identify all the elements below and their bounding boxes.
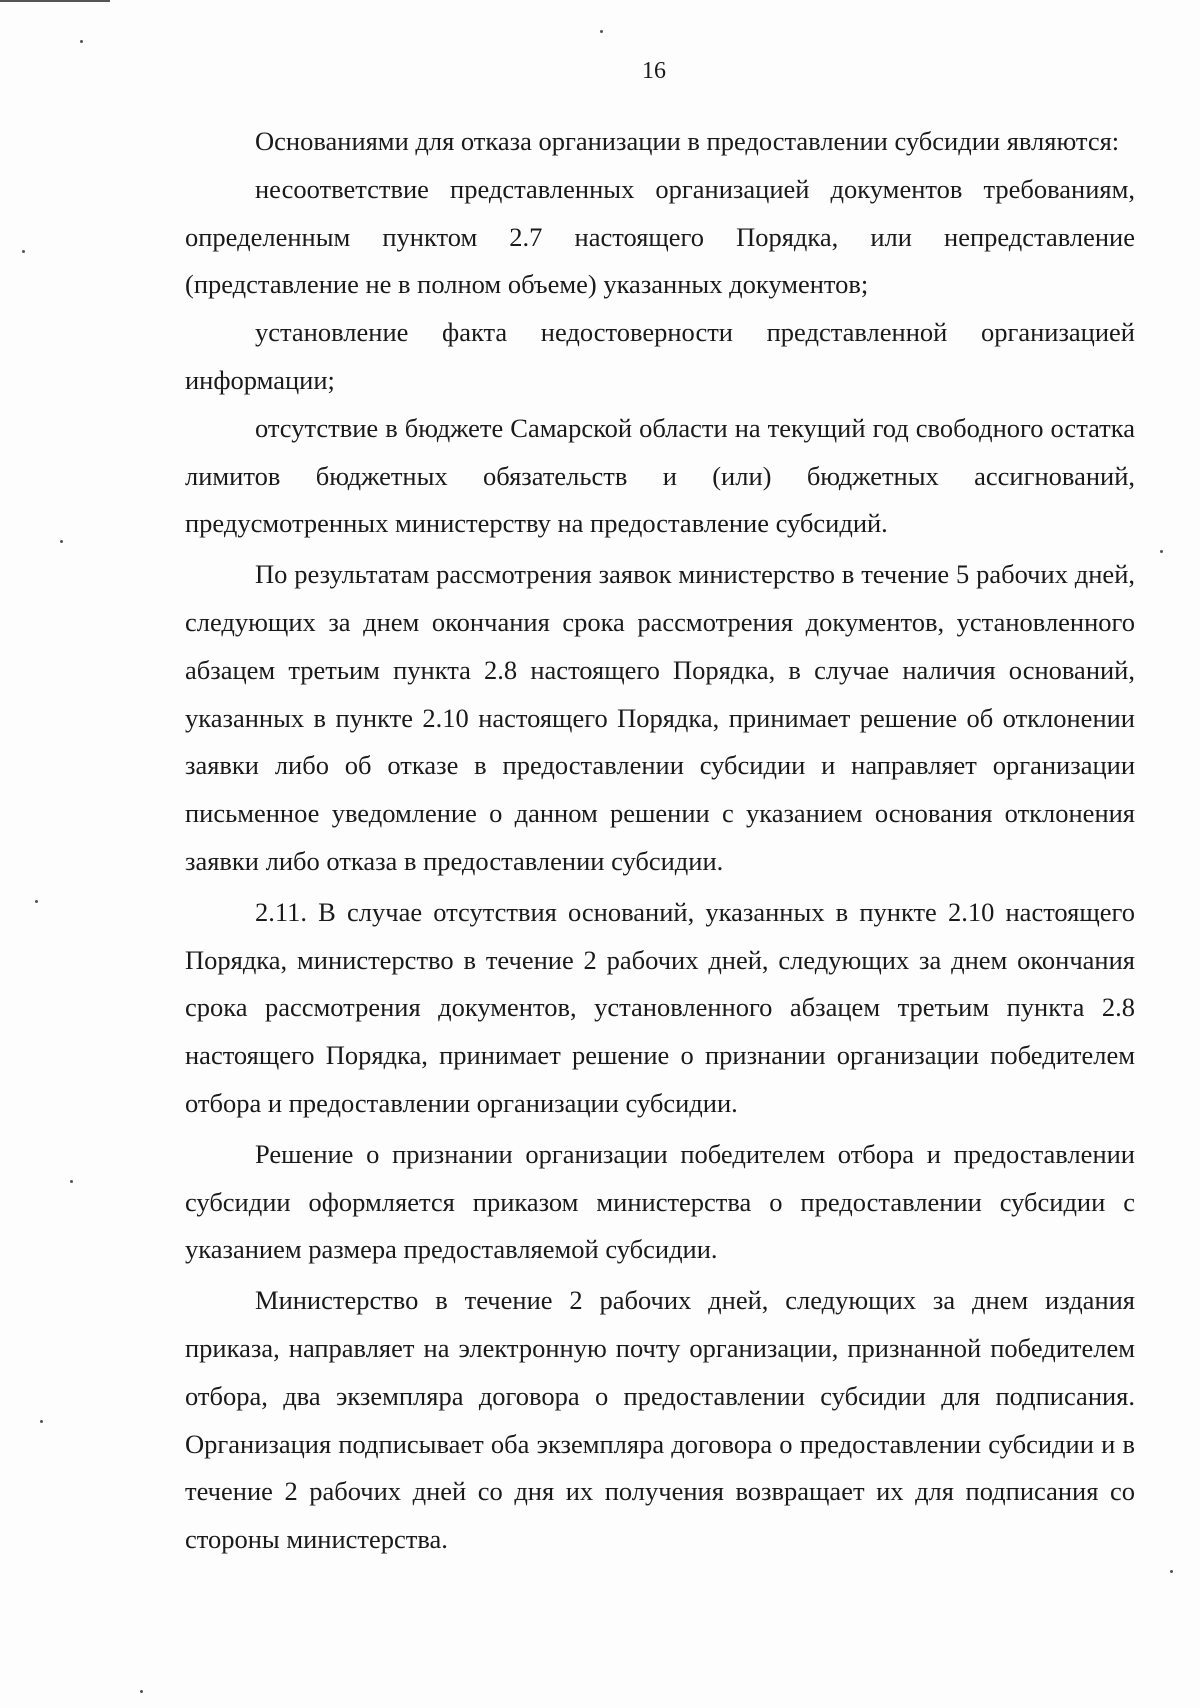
scan-speck bbox=[1170, 1570, 1173, 1573]
paragraph-grounds-documents: несоответствие представленных организацией документов требованиям, определенным пунктом 2.7 настоящего Порядка, или непредставление (представление не в полном объеме) указанных документов; bbox=[185, 173, 1135, 300]
page-number: 16 bbox=[642, 58, 666, 84]
scan-speck bbox=[600, 30, 603, 33]
paragraph-grounds-budget: отсутствие в бюджете Самарской области на текущий год свободного остатка лимитов бюджетных обязательств и (или) бюджетных ассигнований, предусмотренных министерству на предоставление субсидий. bbox=[185, 412, 1135, 539]
paragraph-grounds-false-info: установление факта недостоверности представленной организацией информации; bbox=[185, 317, 1135, 395]
scan-speck bbox=[35, 900, 38, 903]
paragraph-section-2-11: 2.11. В случае отсутствия оснований, указанных в пункте 2.10 настоящего Порядка, министерство в течение 2 рабочих дней, следующих за днем окончания срока рассмотрения документов, установленного абзацем третьим пункта 2.8 настоящего Порядка, принимает решение о признании организации победителем отбора и предоставлении организации субсидии. bbox=[185, 896, 1135, 1118]
scan-speck bbox=[80, 40, 83, 43]
scan-speck bbox=[22, 250, 25, 253]
paragraph-contract-signing: Министерство в течение 2 рабочих дней, следующих за днем издания приказа, направляет на электронную почту организации, признанной победителем отбора, два экземпляра договора о предоставлении субсидии для подписания. Организация подписывает оба экземпляра договора о предоставлении субсидии и в течение 2 рабочих дней со дня их получения возвращает их для подписания со стороны министерства. bbox=[185, 1285, 1135, 1555]
paragraph-grounds-intro: Основаниями для отказа организации в предоставлении субсидии являются: bbox=[255, 126, 1120, 156]
paragraph-decision-order: Решение о признании организации победителем отбора и предоставлении субсидии оформляется приказом министерства о предоставлении субсидии с указанием размера предоставляемой субсидии. bbox=[185, 1138, 1135, 1265]
scan-edge-line bbox=[0, 0, 110, 2]
document-body bbox=[185, 118, 1135, 1564]
scan-speck bbox=[70, 1180, 73, 1183]
paragraph-review-results: По результатам рассмотрения заявок министерство в течение 5 рабочих дней, следующих за днем окончания срока рассмотрения документов, установленного абзацем третьим пункта 2.8 настоящего Порядка, в случае наличия оснований, указанных в пункте 2.10 настоящего Порядка, принимает решение об отклонении заявки либо об отказе в предоставлении субсидии и направляет организации письменное уведомление о данном решении с указанием основания отклонения заявки либо отказа в предоставлении субсидии. bbox=[185, 559, 1135, 876]
scan-speck bbox=[40, 1420, 43, 1423]
scan-speck bbox=[60, 540, 63, 543]
scan-speck bbox=[140, 1690, 143, 1693]
scan-speck bbox=[1160, 550, 1163, 553]
